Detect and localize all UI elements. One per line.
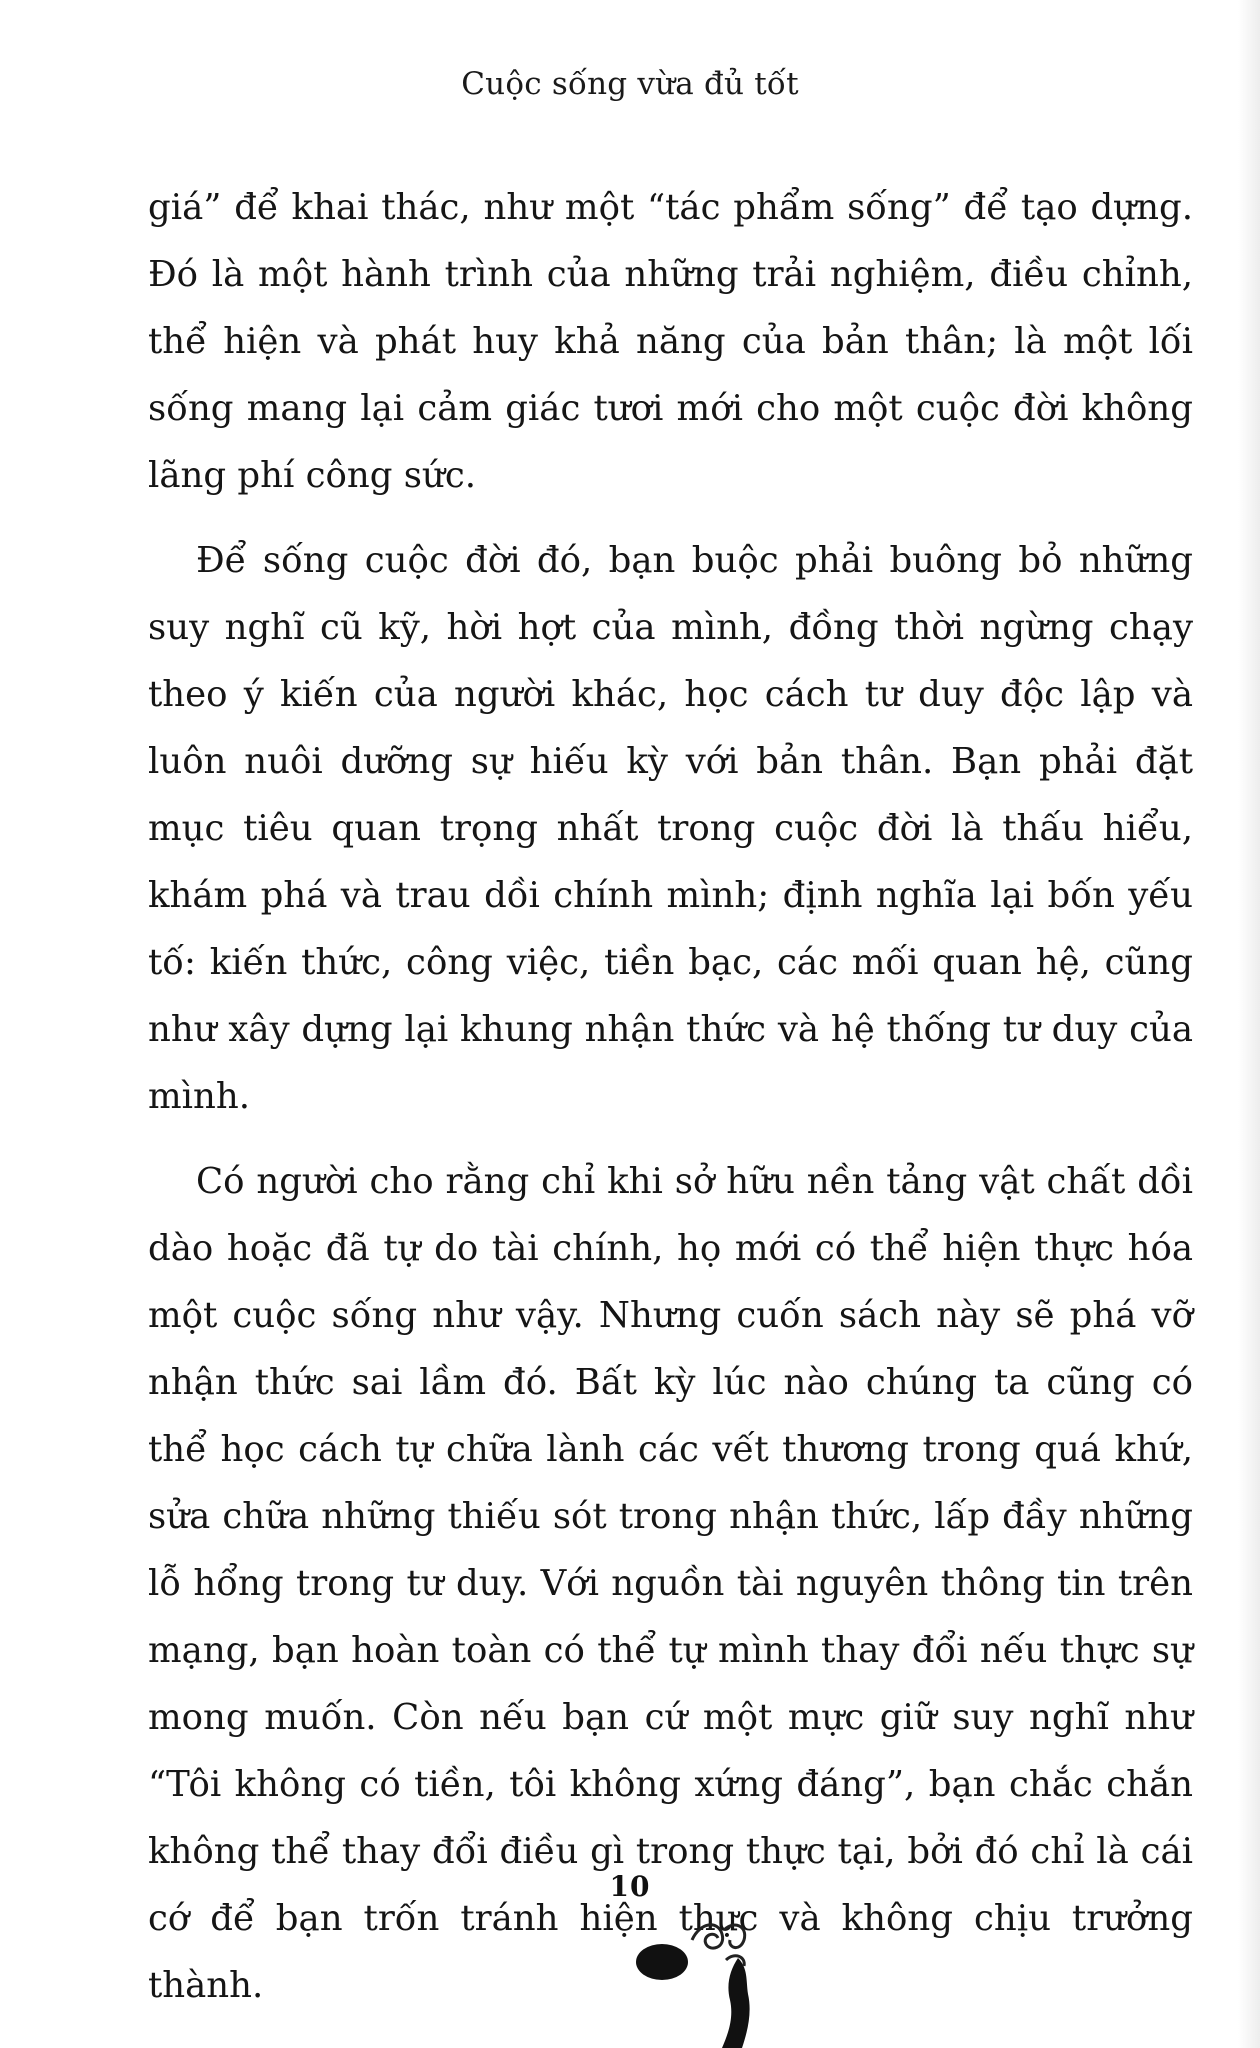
page-edge-shadow [1238, 0, 1260, 2048]
ornament-stem [722, 1958, 750, 2048]
paragraph-continued: giá” để khai thác, như một “tác phẩm sống” để tạo dựng. Đó là một hành trình của những trải nghiệm, điều chỉnh, thể hiện và phát huy khả năng của bản thân; là một lối sống mang lại cảm giác tươi mới cho một cuộc đời không lãng phí công sức. [148, 187, 1193, 496]
page-number: 10 [609, 1870, 651, 1903]
swirl-ornament-icon [630, 1900, 760, 2048]
ornament-blot [636, 1944, 688, 1980]
body-text [148, 174, 1193, 2037]
paragraph: Để sống cuộc đời đó, bạn buộc phải buông bỏ những suy nghĩ cũ kỹ, hời hợt của mình, đồng thời ngừng chạy theo ý kiến của người khác, học cách tư duy độc lập và luôn nuôi dưỡng sự hiếu kỳ với bản thân. Bạn phải đặt mục tiêu quan trọng nhất trong cuộc đời là thấu hiểu, khám phá và trau dồi chính mình; định nghĩa lại bốn yếu tố: kiến thức, công việc, tiền bạc, các mối quan hệ, cũng như xây dựng lại khung nhận thức và hệ thống tư duy của mình. [148, 540, 1193, 1117]
running-title: Cuộc sống vừa đủ tốt [461, 66, 799, 102]
paragraph: Có người cho rằng chỉ khi sở hữu nền tảng vật chất dồi dào hoặc đã tự do tài chính, họ mới có thể hiện thực hóa một cuộc sống như vậy. Nhưng cuốn sách này sẽ phá vỡ nhận thức sai lầm đó. Bất kỳ lúc nào chúng ta cũng có thể học cách tự chữa lành các vết thương trong quá khứ, sửa chữa những thiếu sót trong nhận thức, lấp đầy những lỗ hổng trong tư duy. Với nguồn tài nguyên thông tin trên mạng, bạn hoàn toàn có thể tự mình thay đổi nếu thực sự mong muốn. Còn nếu bạn cứ một mực giữ suy nghĩ như “Tôi không có tiền, tôi không xứng đáng”, bạn chắc chắn không thể thay đổi điều gì trong thực tại, bởi đó chỉ là cái cớ để bạn trốn tránh hiện thực và không chịu trưởng thành. [148, 1161, 1193, 2006]
ornament-curl [724, 1925, 745, 1948]
ornament-curl [692, 1925, 723, 1948]
